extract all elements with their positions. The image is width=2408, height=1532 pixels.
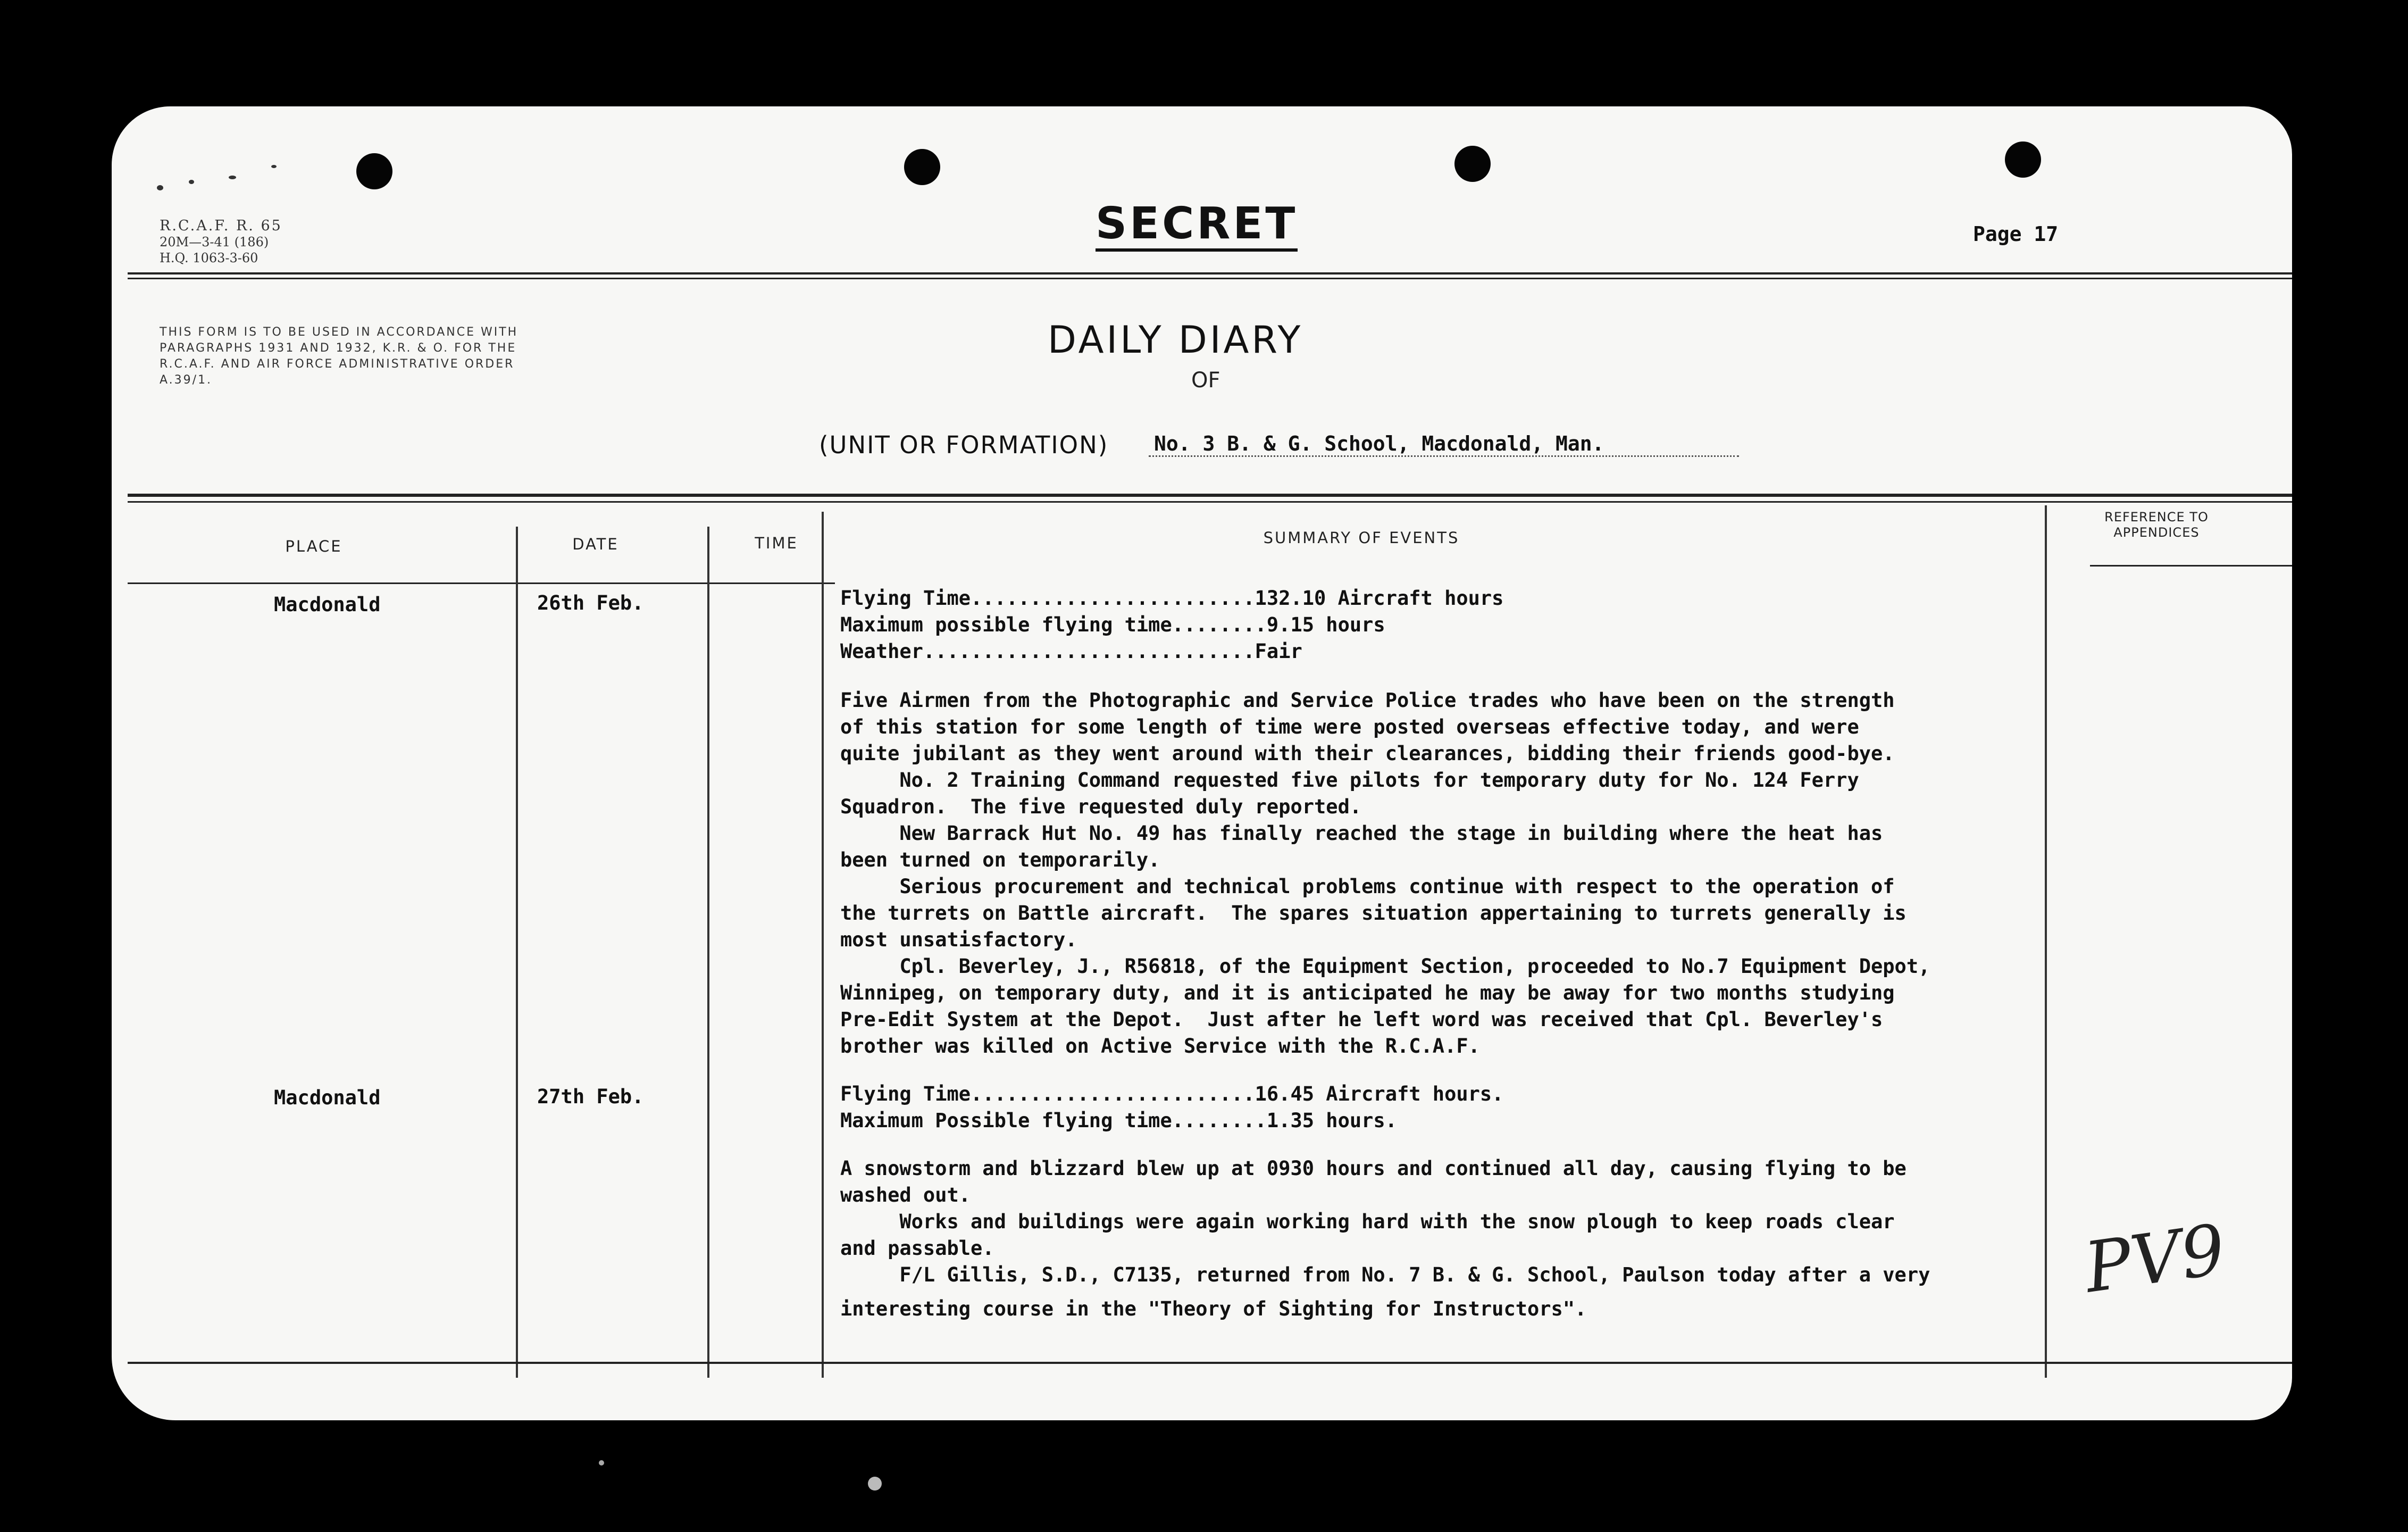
binder-hole	[904, 149, 940, 185]
entry-1-date: 26th Feb.	[537, 592, 644, 614]
summary-line: Maximum possible flying time........9.15 hours	[840, 613, 1385, 636]
binder-hole	[2005, 141, 2041, 178]
ink-speck	[271, 165, 277, 168]
form-instructions: THIS FORM IS TO BE USED IN ACCORDANCE WITH PARAGRAPHS 1931 AND 1932, K.R. & O. FOR THE R.C.A.F. AND AIR FORCE ADMINISTRATIVE ORDER A.39/1.	[160, 326, 519, 387]
form-identifier	[160, 218, 282, 266]
entry-2-date: 27th Feb.	[537, 1085, 644, 1108]
column-header-rule	[128, 582, 835, 584]
summary-line: Works and buildings were again working hard with the snow plough to keep roads clear	[840, 1210, 1895, 1233]
film-speck	[868, 1477, 882, 1491]
summary-line: Flying Time........................132.10 Aircraft hours	[840, 587, 1504, 610]
entry-1-place: Macdonald	[274, 593, 381, 616]
ink-speck	[189, 180, 194, 184]
summary-line: Serious procurement and technical problems continue with respect to the operation of	[840, 875, 1895, 898]
summary-line: of this station for some length of time were posted overseas effective today, and were	[840, 715, 1859, 738]
summary-line: A snowstorm and blizzard blew up at 0930 hours and continued all day, causing flying to be	[840, 1157, 1907, 1180]
header-rule	[128, 272, 2292, 274]
summary-line: Five Airmen from the Photographic and Service Police trades who have been on the strength	[840, 689, 1895, 712]
column-header-summary: SUMMARY OF EVENTS	[1263, 529, 1460, 547]
summary-line: interesting course in the "Theory of Sighting for Instructors".	[840, 1297, 1587, 1320]
summary-line: most unsatisfactory.	[840, 928, 1077, 951]
column-divider	[2045, 505, 2047, 1378]
summary-line: and passable.	[840, 1237, 994, 1260]
hq-code: H.Q. 1063-3-60	[160, 251, 258, 265]
summary-line: quite jubilant as they went around with their clearances, bidding their friends good-bye.	[840, 742, 1895, 765]
ink-speck	[157, 185, 163, 190]
column-header-place: PLACE	[285, 537, 342, 555]
column-header-date: DATE	[572, 535, 619, 553]
summary-line: been turned on temporarily.	[840, 848, 1160, 871]
column-divider	[822, 512, 824, 1378]
summary-line: Weather............................Fair	[840, 640, 1302, 663]
page-title: DAILY DIARY	[1048, 318, 1303, 362]
summary-line: New Barrack Hut No. 49 has finally reached the stage in building where the heat has	[840, 822, 1883, 845]
ink-speck	[229, 176, 236, 179]
column-header-reference: REFERENCE TO APPENDICES	[2104, 510, 2209, 540]
film-speck	[599, 1460, 604, 1466]
summary-line: Winnipeg, on temporary duty, and it is anticipated he may be away for two months studying	[840, 981, 1895, 1004]
column-divider	[516, 527, 518, 1378]
entry-2-place: Macdonald	[274, 1086, 381, 1109]
column-divider	[707, 527, 709, 1378]
summary-line: No. 2 Training Command requested five pilots for temporary duty for No. 124 Ferry	[840, 769, 1859, 792]
summary-line: brother was killed on Active Service with the R.C.A.F.	[840, 1035, 1480, 1058]
summary-line: Pre-Edit System at the Depot. Just after he left word was received that Cpl. Beverley's	[840, 1008, 1883, 1031]
summary-line: Squadron. The five requested duly reported.	[840, 795, 1362, 818]
unit-dotted-line	[1149, 455, 1739, 457]
header-rule	[128, 278, 2292, 279]
column-header-time: TIME	[755, 534, 798, 552]
title-of: OF	[1191, 368, 1220, 393]
table-top-rule	[128, 501, 2292, 503]
page-number: Page 17	[1973, 222, 2059, 246]
summary-line: the turrets on Battle aircraft. The spares situation appertaining to turrets generally is	[840, 902, 1907, 925]
summary-line: washed out.	[840, 1184, 971, 1206]
table-top-rule	[128, 494, 2292, 497]
summary-line: Flying Time........................16.45 Aircraft hours.	[840, 1083, 1504, 1105]
summary-line: Cpl. Beverley, J., R56818, of the Equipment Section, proceeded to No.7 Equipment Depot,	[840, 955, 1930, 978]
table-bottom-rule	[128, 1362, 2292, 1364]
binder-hole	[1454, 146, 1491, 182]
summary-line: Maximum Possible flying time........1.35 hours.	[840, 1109, 1397, 1132]
reference-handwriting: PV9	[2079, 1209, 2230, 1309]
summary-line: F/L Gillis, S.D., C7135, returned from No. 7 B. & G. School, Paulson today after a very	[840, 1263, 1930, 1286]
form-number: R.C.A.F. R. 65	[160, 218, 282, 234]
column-header-rule	[2090, 565, 2292, 567]
classification-stamp: SECRET	[1096, 199, 1298, 252]
unit-value: No. 3 B. & G. School, Macdonald, Man.	[1154, 432, 1604, 455]
unit-label: (UNIT OR FORMATION)	[819, 431, 1109, 459]
diary-card	[112, 106, 2292, 1420]
binder-hole	[356, 153, 392, 189]
print-code: 20M—3-41 (186)	[160, 235, 269, 249]
